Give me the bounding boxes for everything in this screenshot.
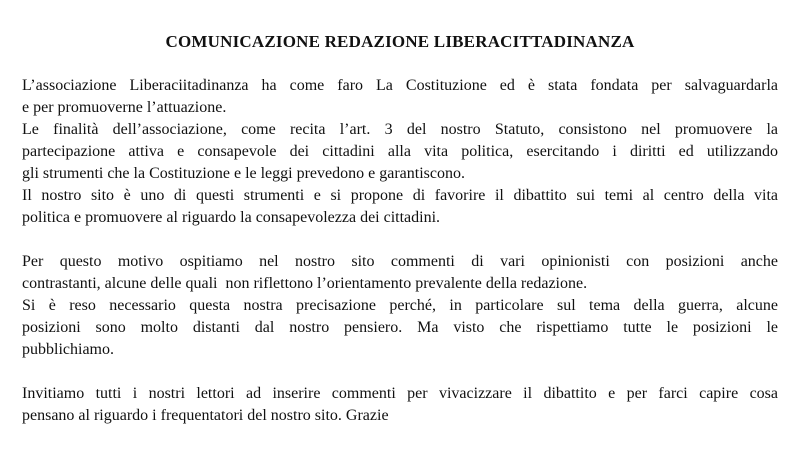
page-title: COMUNICAZIONE REDAZIONE LIBERACITTADINANZA	[165, 32, 635, 51]
text-line: Invitiamo tutti i nostri lettori ad inserire commenti per vivacizzare il dibattito e per farci capire cosa	[22, 385, 778, 402]
text-line: pensano al riguardo i frequentatori del nostro sito. Grazie	[22, 407, 389, 424]
text-line: pubblichiamo.	[22, 341, 114, 358]
text-line: contrastanti, alcune delle quali non riflettono l’orientamento prevalente della redazione.	[22, 275, 588, 292]
text-line: partecipazione attiva e consapevole dei cittadini alla vita politica, esercitando i diritti ed utilizzando	[22, 143, 778, 160]
text-line: Le finalità dell’associazione, come recita l’art. 3 del nostro Statuto, consistono nel promuovere la	[22, 121, 778, 138]
text-line: politica e promuovere al riguardo la consapevolezza dei cittadini.	[22, 209, 441, 226]
paragraph-editorial-position	[22, 251, 778, 361]
text-line: e per promuoverne l’attuazione.	[22, 99, 227, 116]
paragraph-invitation	[22, 383, 778, 427]
text-line: posizioni sono molto distanti dal nostro pensiero. Ma visto che rispettiamo tutte le posizioni le	[22, 319, 778, 336]
text-line: Il nostro sito è uno di questi strumenti e si propone di favorire il dibattito sui temi al centro della vita	[22, 187, 778, 204]
paragraph-association-intro	[22, 75, 778, 229]
text-line: L’associazione Liberaciitadinanza ha come faro La Costituzione ed è stata fondata per salvaguardarla	[22, 77, 778, 94]
text-line: gli strumenti che la Costituzione e le leggi prevedono e garantiscono.	[22, 165, 465, 182]
text-line: Per questo motivo ospitiamo nel nostro sito commenti di vari opinionisti con posizioni anche	[22, 253, 778, 270]
text-line: Si è reso necessario questa nostra precisazione perché, in particolare sul tema della guerra, alcune	[22, 297, 778, 314]
